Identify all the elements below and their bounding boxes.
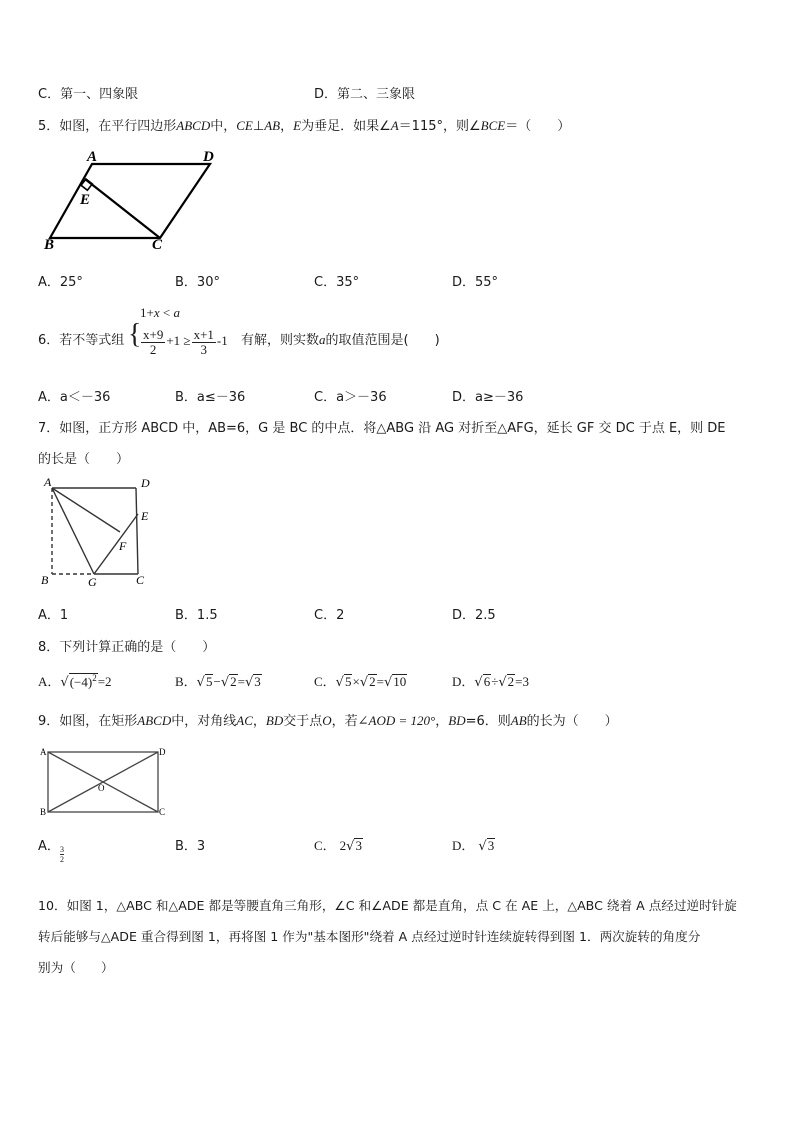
q6-option-b: B．a≤－36: [175, 390, 246, 405]
q7-stem-line-2: 的长是（ ）: [38, 452, 130, 467]
q10-line-2: 转后能够与△ADE 重合得到图 1，再将图 1 作为"基本图形"绕着 A 点经过逆时针连续旋转得到图 1．两次旋转的角度分: [38, 929, 701, 944]
q5-parallelogram-figure: [40, 145, 230, 255]
q6-stem-suffix: 有解，则实数a的取值范围是( ): [241, 332, 440, 348]
q8-option-a: A．$√(-4)^2=2$: [38, 672, 112, 690]
q5-option-a: A．25°: [38, 275, 83, 290]
q10-line-3: 别为（ ）: [38, 960, 114, 975]
q7-option-d: D．2.5: [452, 608, 496, 623]
q7-label-b: B: [41, 573, 49, 587]
q9-label-o: O: [98, 783, 105, 793]
q7-label-e: E: [141, 509, 149, 523]
q7-square-figure: [38, 472, 158, 592]
q5-label-d: D: [203, 149, 214, 165]
q9-label-a: A: [40, 747, 47, 757]
q7-stem-line-1: 7．如图，正方形 ABCD 中，AB=6，G 是 BC 的中点．将△ABG 沿 AG 对折至△AFG，延长 GF 交 DC 于点 E，则 DE: [38, 421, 726, 436]
q7-label-a: A: [44, 475, 52, 489]
q5-label-b: B: [44, 237, 55, 253]
q7-label-g: G: [88, 575, 97, 589]
q6-brace: {: [128, 319, 142, 350]
q6-option-c: C．a＞－36: [314, 390, 387, 405]
q8-stem: 8．下列计算正确的是（ ）: [38, 640, 216, 655]
q7-label-f: F: [119, 539, 127, 553]
q8-option-b: B．√5−√2=√3: [175, 674, 261, 690]
q9-rectangle-figure: [38, 745, 173, 820]
q9-label-c: C: [159, 807, 166, 817]
q5-option-c: C．35°: [314, 275, 360, 290]
q8-option-d: D．√6÷√2=3: [452, 674, 529, 690]
q5-option-d: D．55°: [452, 275, 499, 290]
q7-label-d: D: [141, 476, 150, 490]
q5-label-e: E: [80, 192, 91, 208]
q9-option-b: B．3: [175, 839, 206, 854]
q6-line-2: $\frac{x+9}{2}$ +1 ≥ $\frac{x+1}{3}$ -1: [143, 327, 228, 357]
q9-option-a-fraction: 3 2: [60, 845, 64, 865]
q7-option-c: C．2: [314, 608, 345, 623]
q6-stem-prefix: 6．若不等式组: [38, 333, 125, 348]
q6-line-1: 1+x < a: [140, 305, 180, 320]
q9-label-d: D: [159, 747, 166, 757]
q9-option-d: D． √3: [452, 838, 495, 854]
q7-option-b: B．1.5: [175, 608, 218, 623]
q9-option-c: C． 2√3: [314, 838, 362, 854]
q9-label-b: B: [40, 807, 47, 817]
q5-label-a: A: [87, 149, 98, 165]
q9-stem: 9．如图，在矩形ABCD中，对角线AC，BD交于点O，若∠AOD = 120°，BD=6．则AB的长为（ ）: [38, 713, 618, 729]
q5-stem: 5．如图，在平行四边形ABCD中，CE⊥AB，E为垂足．如果∠A＝115°，则∠BCE＝（ ）: [38, 118, 571, 134]
q4-option-d: D．第二、三象限: [314, 87, 416, 102]
q6-option-d: D．a≥－36: [452, 390, 524, 405]
q5-option-b: B．30°: [175, 275, 220, 290]
q9-option-a-label: A．: [38, 839, 60, 854]
q7-label-c: C: [136, 573, 145, 587]
q7-option-a: A．1: [38, 608, 69, 623]
q10-line-1: 10．如图 1，△ABC 和△ADE 都是等腰直角三角形，∠C 和∠ADE 都是直角，点 C 在 AE 上，△ABC 绕着 A 点经过逆时针旋: [38, 898, 737, 913]
q6-option-a: A．a＜－36: [38, 390, 111, 405]
q5-label-c: C: [152, 237, 163, 253]
q8-option-c: C．√5×√2=√10: [314, 674, 407, 690]
q4-option-c: C．第一、四象限: [38, 87, 139, 102]
